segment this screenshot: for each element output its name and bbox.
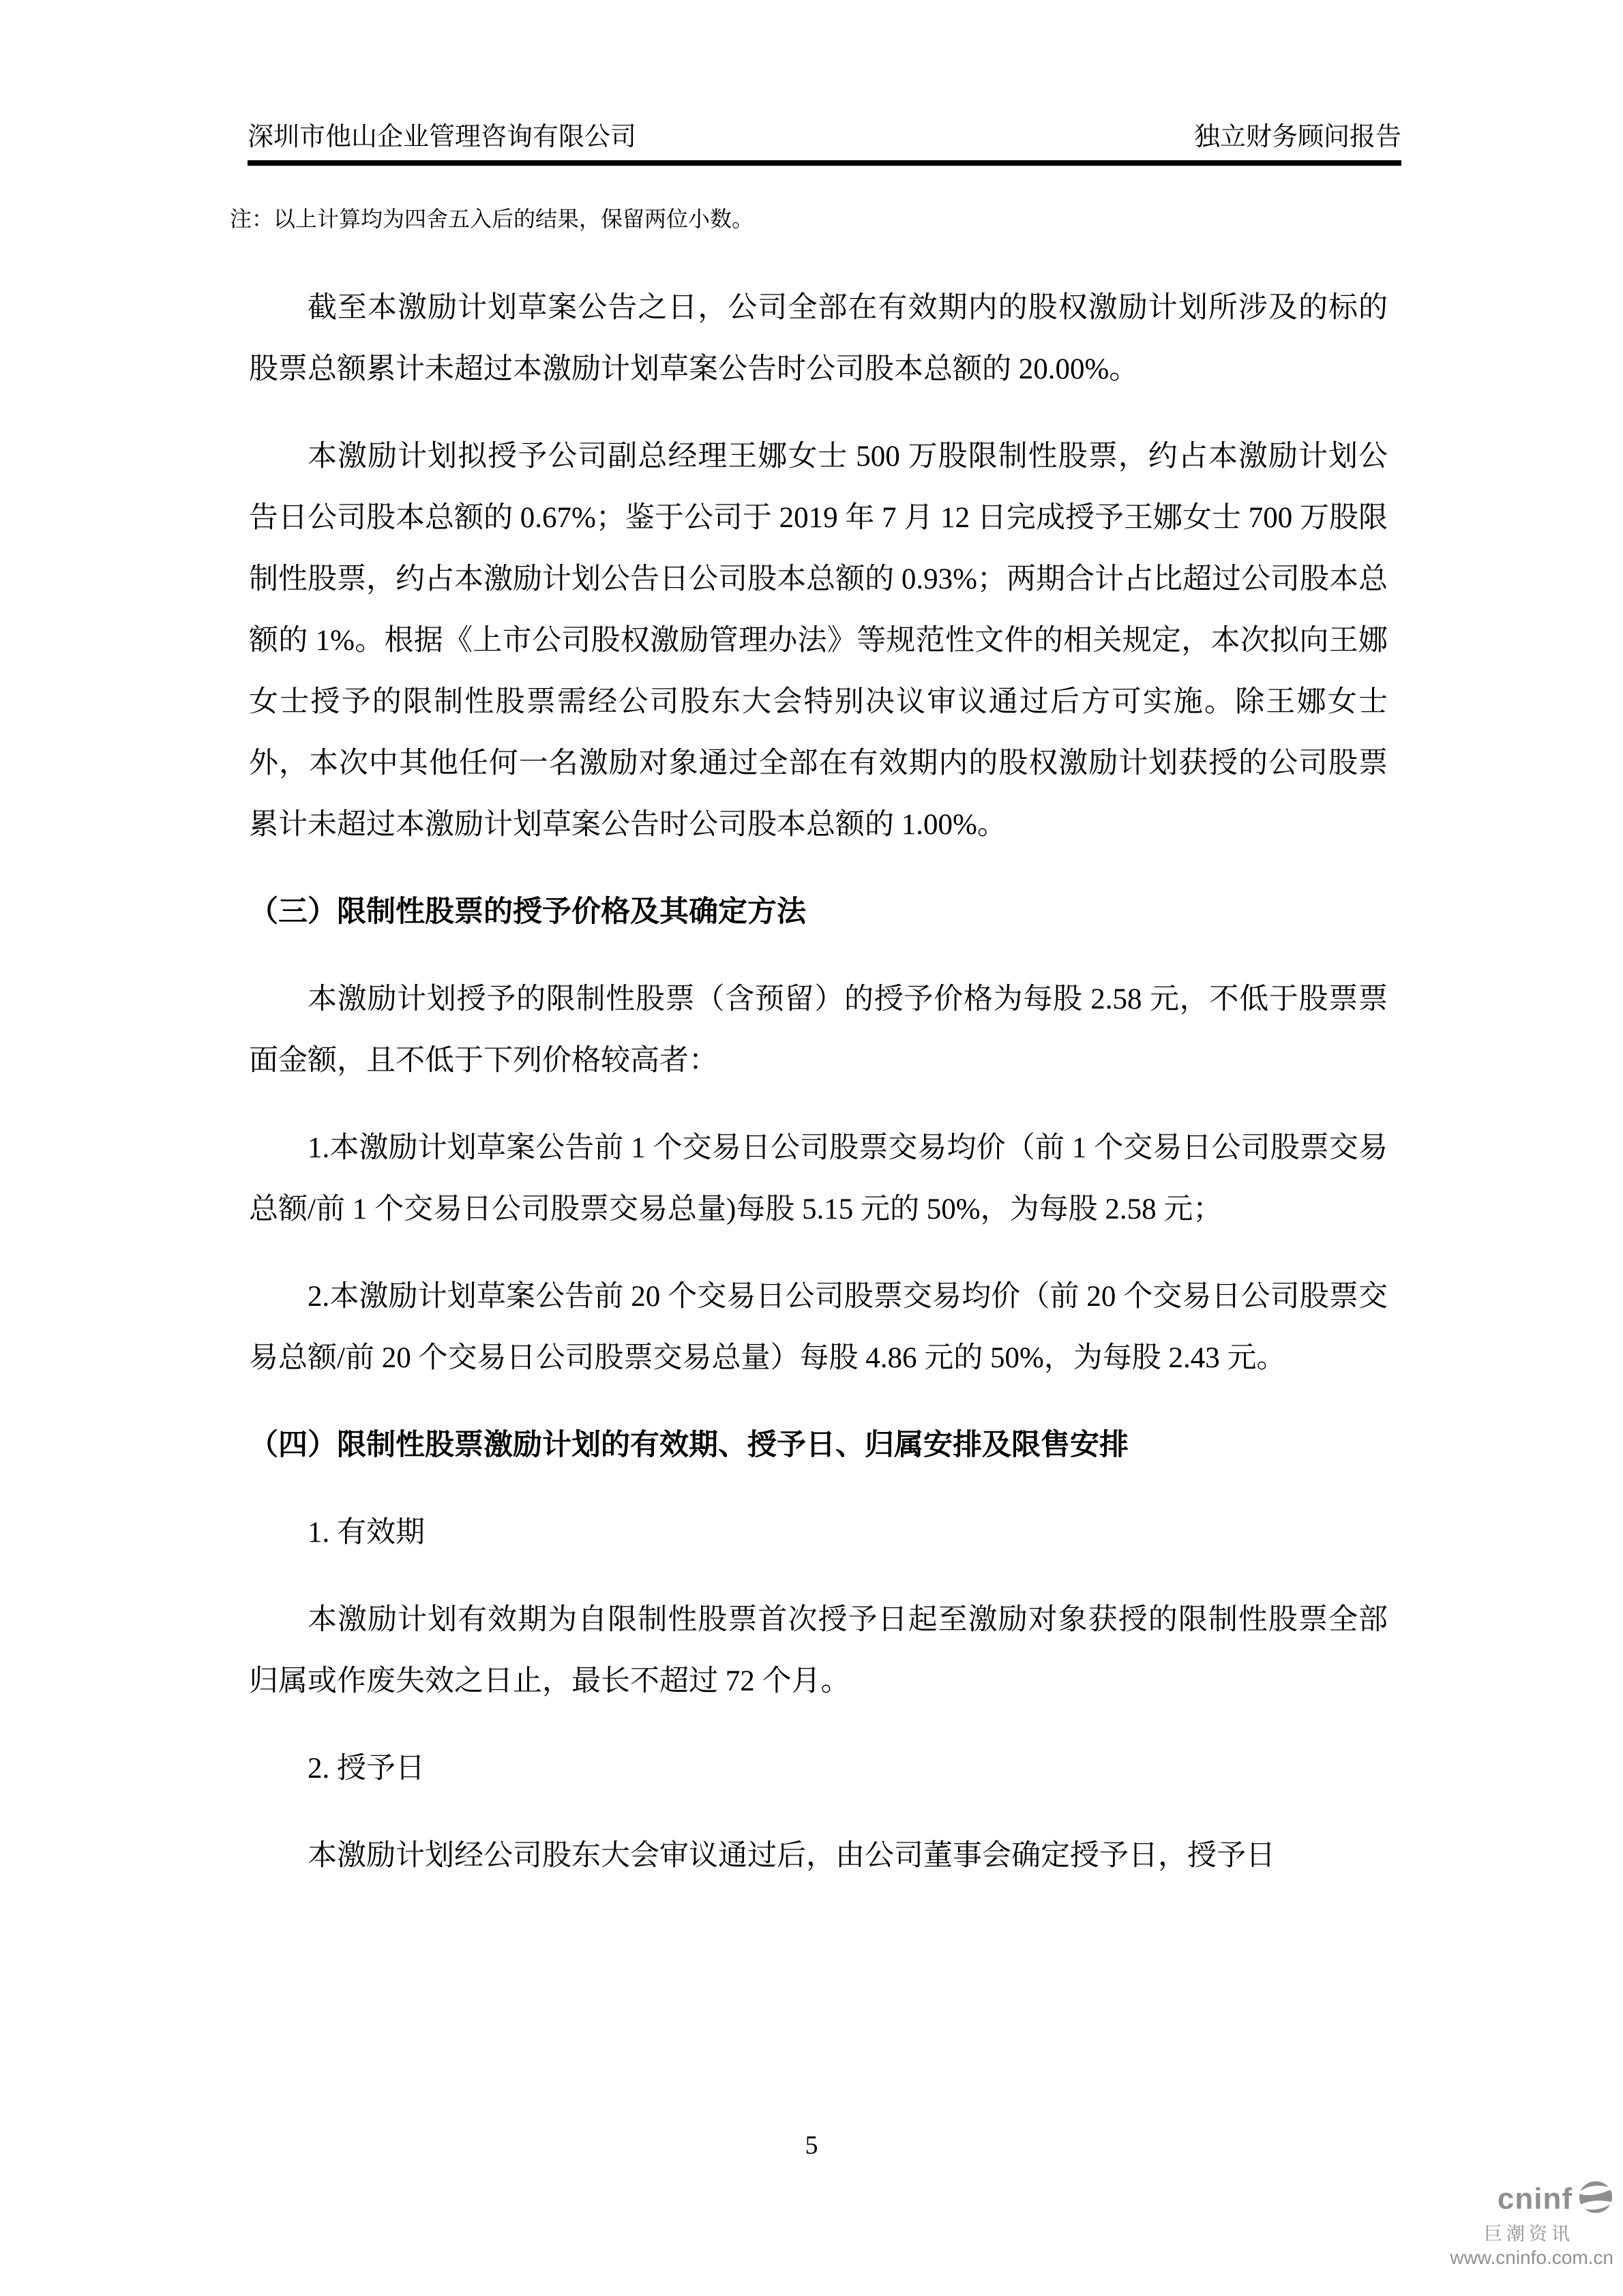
cninfo-url: www.cninfo.com.cn: [1450, 2247, 1613, 2268]
note-rounding: 注：以上计算均为四舍五入后的结果，保留两位小数。: [230, 207, 754, 231]
paragraph-grant-price: 本激励计划授予的限制性股票（含预留）的授予价格为每股 2.58 元，不低于股票票面金额，且不低于下列价格较高者：: [249, 983, 1388, 1077]
heading-section-4: （四）限制性股票激励计划的有效期、授予日、归属安排及限售安排: [249, 1429, 1129, 1461]
paragraph-share-cap-limit: 截至本激励计划草案公告之日，公司全部在有效期内的股权激励计划所涉及的标的股票总额累计未超过本激励计划草案公告时公司股本总额的 20.00%。: [249, 292, 1388, 385]
subheading-grant-date: 2. 授予日: [308, 1753, 425, 1785]
cninfo-logo-row: [1450, 2180, 1613, 2218]
page-number: 5: [805, 2131, 818, 2160]
cninfo-brand-cn: 巨潮资讯: [1484, 2224, 1574, 2244]
page-header: [248, 123, 1401, 166]
paragraph-grant-wangna: 本激励计划拟授予公司副总经理王娜女士 500 万股限制性股票，约占本激励计划公告日公司股本总额的 0.67%；鉴于公司于 2019 年 7 月 12 日完成授予王娜女士 700 万股限制性股票，约占本激励计划公告日公司股本总额的 0.93%；两期合计占比超过公司股本总额的 1%。根据《上市公司股权激励管理办法》等规范性文件的相关规定，本次拟向王娜女士授予的限制性股票需经公司股东大会特别决议审议通过后方可实施。除王娜女士外，本次中其他任何一名激励对象通过全部在有效期内的股权激励计划获授的公司股票累计未超过本激励计划草案公告时公司股本总额的 1.00%。: [249, 441, 1388, 841]
cninfo-globe-icon: [1578, 2180, 1613, 2218]
header-report-title: 独立财务顾问报告: [1193, 123, 1401, 151]
heading-section-3: （三）限制性股票的授予价格及其确定方法: [249, 896, 806, 928]
paragraph-grant-date: 本激励计划经公司股东大会审议通过后，由公司董事会确定授予日，授予日: [308, 1840, 1275, 1872]
cninfo-brand: cninf: [1497, 2181, 1573, 2216]
header-company: 深圳市他山企业管理咨询有限公司: [248, 123, 637, 151]
list-item-price-1: 1.本激励计划草案公告前 1 个交易日公司股票交易均价（前 1 个交易日公司股票交易总额/前 1 个交易日公司股票交易总量)每股 5.15 元的 50%，为每股 2.58 元；: [249, 1132, 1388, 1225]
paragraph-validity: 本激励计划有效期为自限制性股票首次授予日起至激励对象获授的限制性股票全部归属或作废失效之日止，最长不超过 72 个月。: [249, 1604, 1388, 1697]
cninfo-logo: [1450, 2180, 1613, 2269]
list-item-price-2: 2.本激励计划草案公告前 20 个交易日公司股票交易均价（前 20 个交易日公司股票交易总额/前 20 个交易日公司股票交易总量）每股 4.86 元的 50%，为每股 2.43 元。: [249, 1281, 1388, 1374]
subheading-validity: 1. 有效期: [308, 1517, 425, 1549]
document-body: [230, 201, 1388, 1913]
